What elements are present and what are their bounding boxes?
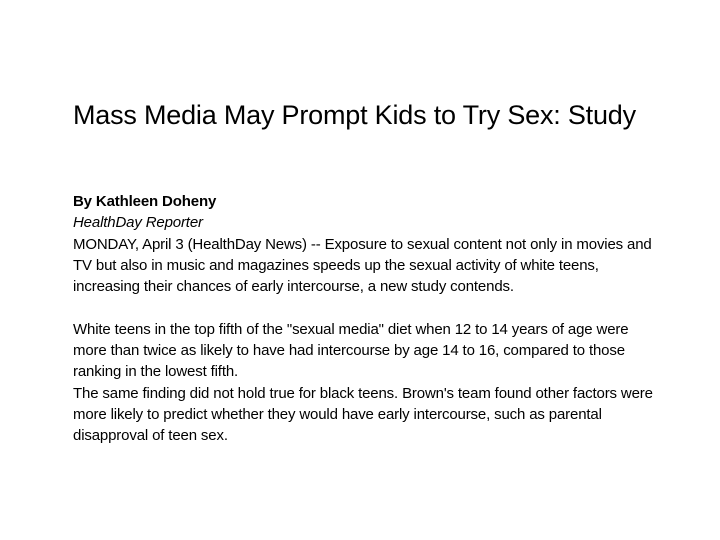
- paragraph-contrast: The same finding did not hold true for black teens. Brown's team found other factors were more likely to predict whether they would have early intercourse, such as parental disapproval of teen sex.: [73, 384, 653, 445]
- reporter-role: HealthDay Reporter: [73, 214, 203, 232]
- article-body: [73, 191, 663, 447]
- paragraph-lead: MONDAY, April 3 (HealthDay News) -- Exposure to sexual content not only in movies and TV but also in music and magazines speeds up the sexual activity of white teens, increasing their chances of early intercourse, a new study contends.: [73, 235, 652, 296]
- byline: By Kathleen Doheny: [73, 193, 217, 210]
- slide-title: Mass Media May Prompt Kids to Try Sex: Study: [73, 100, 636, 130]
- paragraph-spacer: [73, 297, 663, 318]
- paragraph-finding: White teens in the top fifth of the "sexual media" diet when 12 to 14 years of age were more than twice as likely to have had intercourse by age 14 to 16, compared to those ranking in the lowest fifth.: [73, 320, 629, 381]
